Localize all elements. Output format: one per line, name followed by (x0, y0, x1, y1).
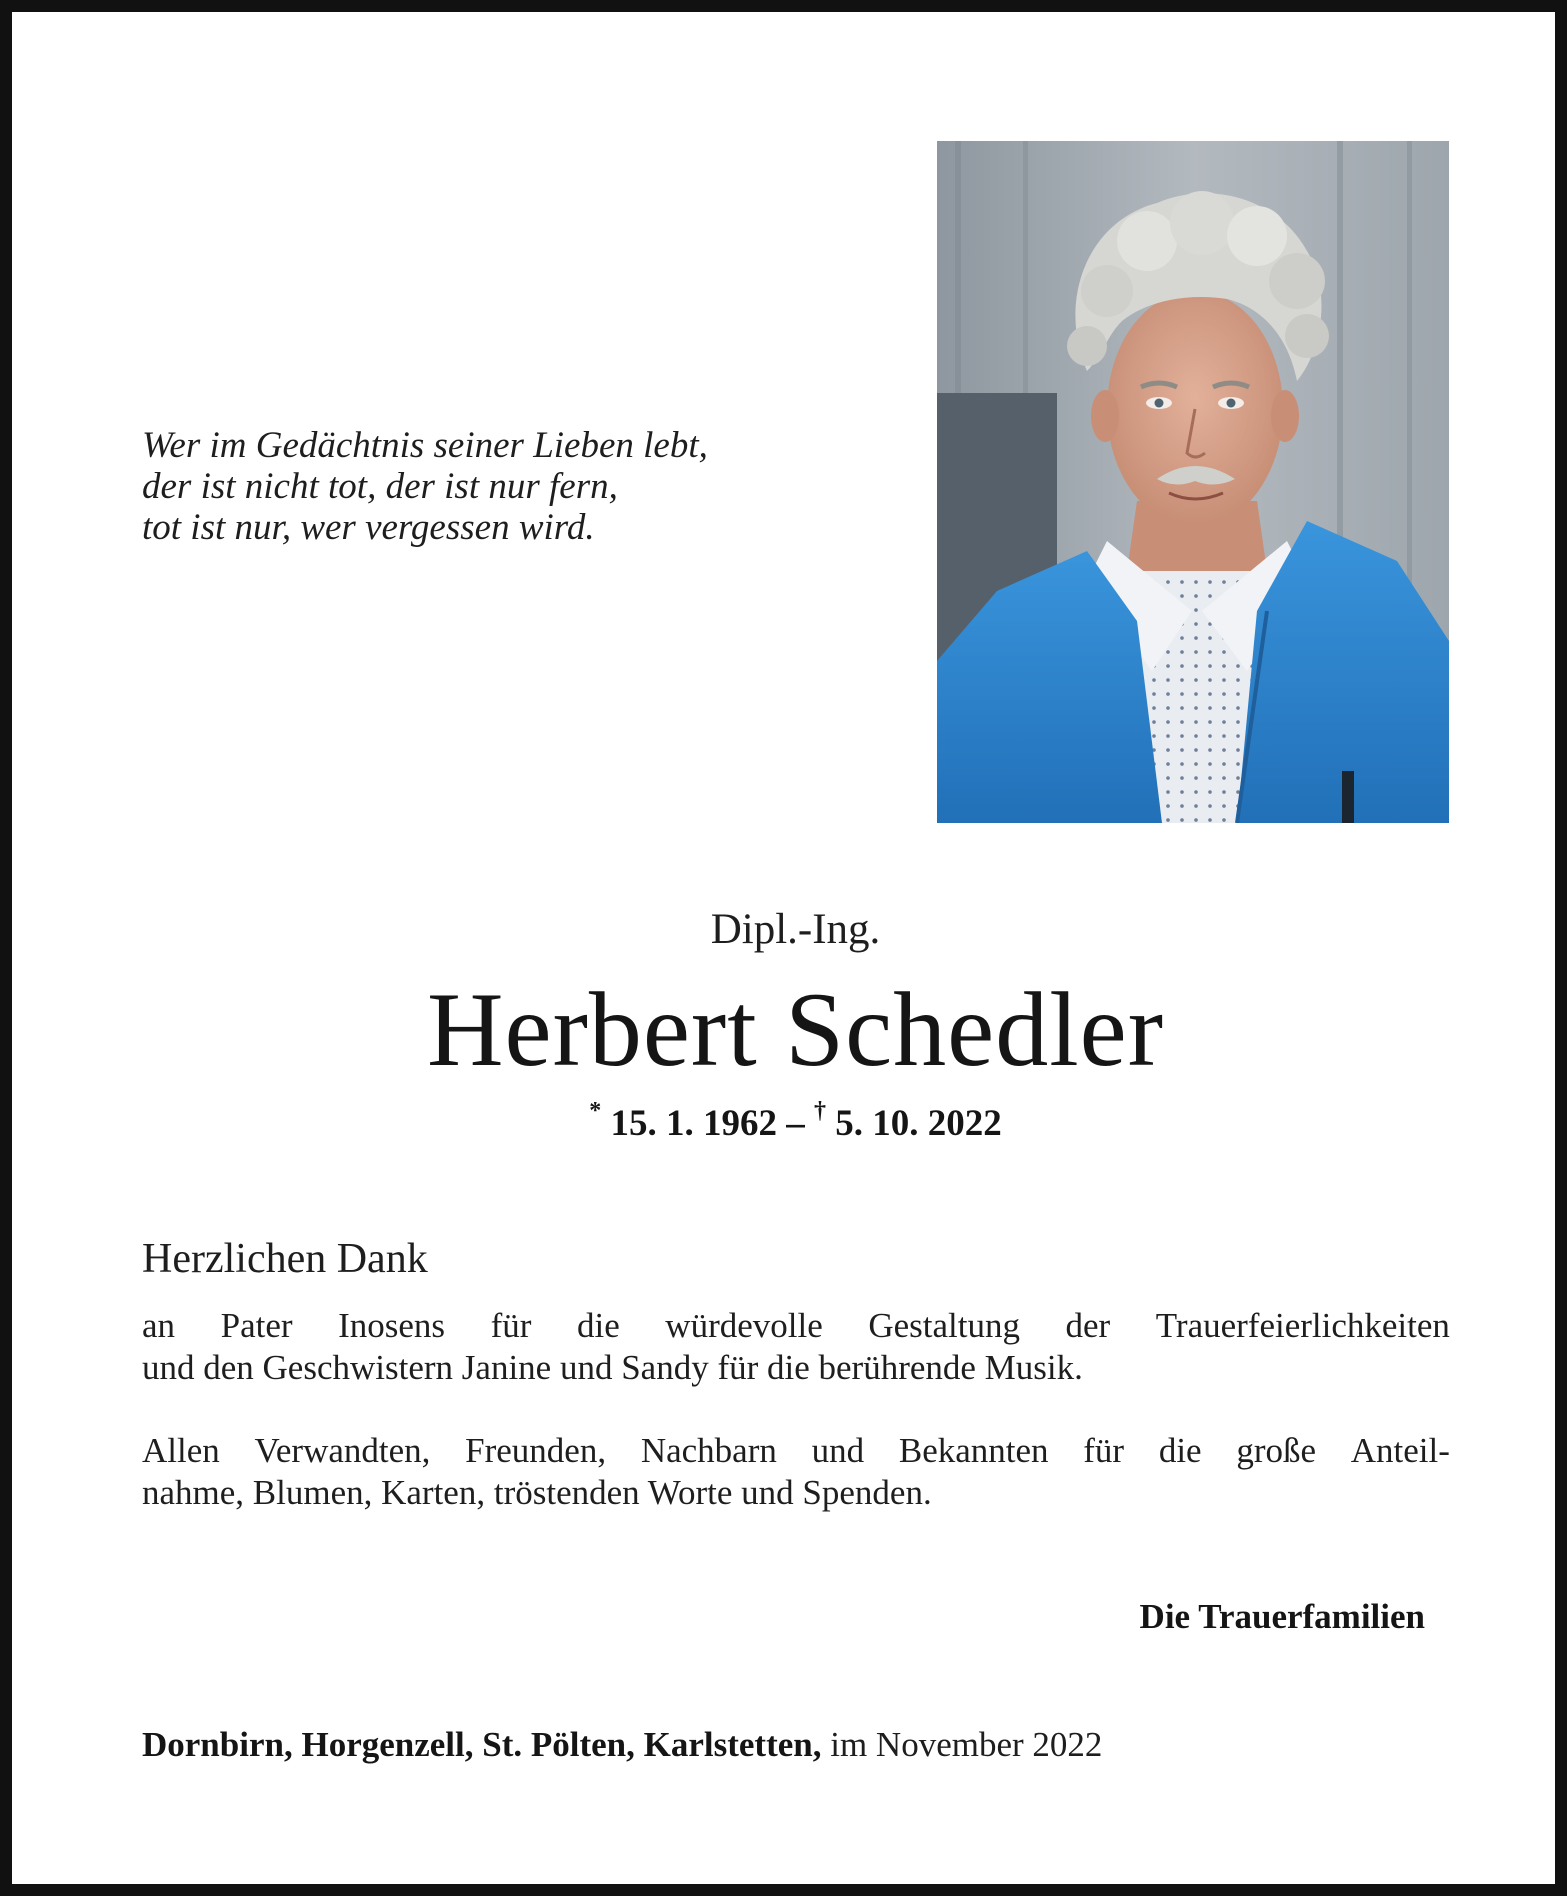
word: Trauerfeierlichkeiten (1155, 1306, 1450, 1345)
word: die (1158, 1431, 1202, 1470)
thanks-paragraph-1 (142, 1305, 1450, 1389)
birth-symbol: * (589, 1097, 602, 1124)
word: Anteil- (1350, 1431, 1450, 1470)
footer-places: Dornbirn, Horgenzell, St. Pölten, Karlstetten, (142, 1725, 822, 1764)
academic-degree: Dipl.-Ing. (710, 906, 881, 953)
word: die (576, 1306, 620, 1345)
thanks-heading: Herzlichen Dank (142, 1236, 428, 1282)
footer-date: im November 2022 (821, 1725, 1103, 1764)
word: große (1236, 1431, 1317, 1470)
justified-line (142, 1430, 1450, 1472)
word: Nachbarn (640, 1431, 777, 1470)
thanks-paragraph-2 (142, 1430, 1450, 1514)
word: für (1083, 1431, 1125, 1470)
death-date: 5. 10. 2022 (835, 1103, 1002, 1144)
word: Freunden, (465, 1431, 607, 1470)
quote-line: Wer im Gedächtnis seiner Lieben lebt, (142, 425, 708, 466)
word: Pater (220, 1306, 293, 1345)
word: Inosens (338, 1306, 446, 1345)
word: Verwandten, (254, 1431, 431, 1470)
quote-line: der ist nicht tot, der ist nur fern, (142, 466, 618, 507)
word: und (811, 1431, 865, 1470)
memorial-quote (142, 425, 782, 548)
birth-date: 15. 1. 1962 (610, 1103, 777, 1144)
quote-line: tot ist nur, wer vergessen wird. (142, 507, 595, 548)
word: Gestaltung (868, 1306, 1020, 1345)
portrait-photo (937, 141, 1449, 823)
word: für (490, 1306, 532, 1345)
death-symbol: † (814, 1097, 826, 1124)
signature: Die Trauerfamilien (1139, 1597, 1425, 1636)
paragraph-line: und den Geschwistern Janine und Sandy für die berührende Musik. (142, 1348, 1083, 1387)
paragraph-line: nahme, Blumen, Karten, tröstenden Worte und Spenden. (142, 1473, 932, 1512)
footer-place-date (142, 1724, 1102, 1766)
word: Allen (142, 1431, 220, 1470)
word: der (1065, 1306, 1111, 1345)
date-separator: – (777, 1103, 814, 1144)
justified-line (142, 1305, 1450, 1347)
word: würdevolle (665, 1306, 823, 1345)
life-dates (12, 1097, 1567, 1146)
deceased-name: Herbert Schedler (426, 971, 1165, 1088)
word: an (142, 1306, 176, 1345)
word: Bekannten (898, 1431, 1049, 1470)
